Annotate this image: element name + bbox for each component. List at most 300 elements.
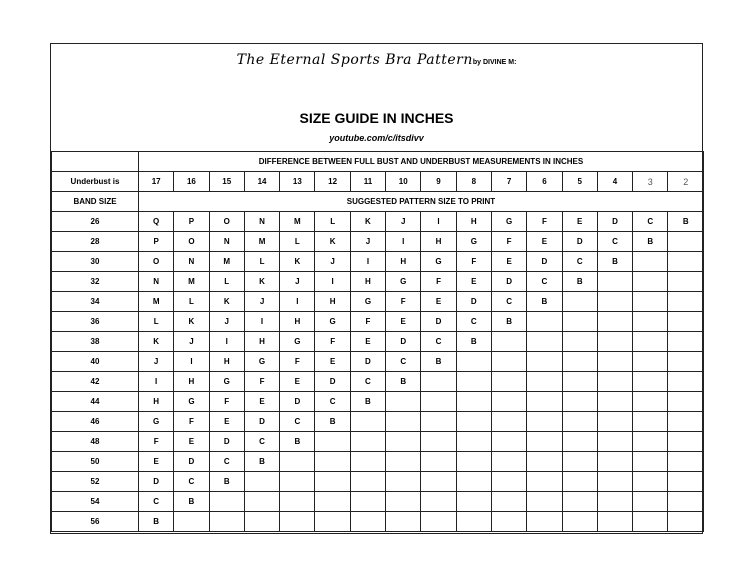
pattern-size-cell: B [456,332,491,352]
pattern-size-cell [315,512,350,532]
pattern-size-cell [386,472,421,492]
difference-cell: 14 [244,172,279,192]
pattern-size-cell: I [139,372,174,392]
pattern-size-cell [421,472,456,492]
pattern-size-cell: H [280,312,315,332]
pattern-size-cell: D [139,472,174,492]
pattern-size-cell: N [139,272,174,292]
pattern-size-cell: D [421,312,456,332]
pattern-size-cell [668,272,704,292]
pattern-size-cell [350,452,385,472]
pattern-size-cell [597,352,632,372]
pattern-size-cell [244,472,279,492]
pattern-size-cell: D [280,392,315,412]
difference-cell: 17 [139,172,174,192]
pattern-size-cell [527,352,562,372]
pattern-size-cell [527,332,562,352]
pattern-size-cell: K [209,292,244,312]
pattern-size-cell: B [244,452,279,472]
pattern-size-cell: D [527,252,562,272]
pattern-size-cell [562,332,597,352]
pattern-size-cell [633,512,668,532]
table-row [52,412,704,432]
pattern-size-cell [668,412,704,432]
pattern-size-cell [421,392,456,412]
pattern-size-cell [668,332,704,352]
pattern-size-cell [386,432,421,452]
pattern-size-cell [633,432,668,452]
pattern-size-cell: G [244,352,279,372]
pattern-size-cell [597,292,632,312]
pattern-size-cell: C [350,372,385,392]
difference-cell: 16 [174,172,209,192]
pattern-size-cell: I [315,272,350,292]
size-table [51,151,704,532]
pattern-size-cell: M [244,232,279,252]
pattern-size-cell [668,372,704,392]
band-size-cell: 42 [52,372,139,392]
pattern-size-cell [386,512,421,532]
pattern-size-cell: L [139,312,174,332]
pattern-size-cell [527,432,562,452]
difference-cell: 6 [527,172,562,192]
pattern-size-cell: B [139,512,174,532]
pattern-size-cell [491,512,526,532]
pattern-size-cell: J [244,292,279,312]
pattern-size-cell [633,372,668,392]
pattern-size-cell [244,512,279,532]
difference-cell: 3 [633,172,668,192]
pattern-size-cell: D [350,352,385,372]
pattern-size-cell: H [244,332,279,352]
page-title [51,52,702,68]
table-row [52,332,704,352]
pattern-size-cell [597,472,632,492]
pattern-size-cell [527,392,562,412]
difference-cell: 13 [280,172,315,192]
pattern-size-cell: E [527,232,562,252]
pattern-size-cell: E [139,452,174,472]
pattern-size-cell [562,352,597,372]
suggested-heading: SUGGESTED PATTERN SIZE TO PRINT [139,192,704,212]
pattern-size-cell [350,432,385,452]
table-row [52,352,704,372]
pattern-size-cell: L [209,272,244,292]
difference-cell: 2 [668,172,704,192]
pattern-size-cell [633,392,668,412]
pattern-size-cell: H [209,352,244,372]
pattern-size-cell [562,412,597,432]
pattern-size-cell: B [527,292,562,312]
pattern-size-cell: F [315,332,350,352]
pattern-size-cell: B [280,432,315,452]
pattern-size-cell: J [386,212,421,232]
pattern-size-cell: N [244,212,279,232]
table-row [52,392,704,412]
pattern-size-cell: F [280,352,315,372]
pattern-size-cell: O [209,212,244,232]
pattern-size-cell: I [421,212,456,232]
pattern-size-cell: F [421,272,456,292]
pattern-size-cell [209,492,244,512]
pattern-size-cell [491,352,526,372]
pattern-size-cell [456,512,491,532]
pattern-size-cell [315,432,350,452]
pattern-size-cell [491,412,526,432]
pattern-size-cell: B [315,412,350,432]
pattern-size-cell [174,512,209,532]
pattern-size-cell: K [315,232,350,252]
band-size-cell: 38 [52,332,139,352]
pattern-size-cell [456,492,491,512]
pattern-size-cell [456,372,491,392]
pattern-size-cell [597,372,632,392]
table-row [52,212,704,232]
pattern-size-cell [491,452,526,472]
pattern-size-cell [421,432,456,452]
table-row [52,472,704,492]
pattern-size-cell: P [139,232,174,252]
pattern-size-cell [421,492,456,512]
pattern-size-cell: J [350,232,385,252]
pattern-size-cell: C [315,392,350,412]
pattern-size-cell [527,472,562,492]
pattern-size-cell: O [174,232,209,252]
table-row [52,432,704,452]
pattern-size-cell: C [244,432,279,452]
pattern-size-cell [668,352,704,372]
pattern-size-cell [491,432,526,452]
pattern-size-cell [386,492,421,512]
pattern-size-cell [633,332,668,352]
pattern-size-cell: C [386,352,421,372]
pattern-size-cell: D [386,332,421,352]
pattern-size-cell [597,432,632,452]
pattern-size-cell: G [456,232,491,252]
pattern-size-cell: J [280,272,315,292]
band-size-cell: 52 [52,472,139,492]
pattern-size-cell: F [244,372,279,392]
pattern-size-cell: C [139,492,174,512]
table-row [52,452,704,472]
band-size-cell: 44 [52,392,139,412]
pattern-size-cell [668,232,704,252]
pattern-size-cell: K [174,312,209,332]
pattern-size-cell: G [280,332,315,352]
difference-cell: 8 [456,172,491,192]
pattern-size-cell [386,412,421,432]
byline: by DIVINE M: [472,59,517,66]
band-size-cell: 30 [52,252,139,272]
pattern-size-cell: H [350,272,385,292]
pattern-size-cell [280,512,315,532]
band-size-cell: 34 [52,292,139,312]
pattern-size-cell: D [562,232,597,252]
pattern-size-cell: C [491,292,526,312]
pattern-size-cell [562,472,597,492]
pattern-size-cell [527,452,562,472]
size-guide-sheet [50,43,703,534]
pattern-size-cell: B [491,312,526,332]
pattern-size-cell: B [350,392,385,412]
table-row [52,232,704,252]
difference-cell: 9 [421,172,456,192]
pattern-size-cell: C [527,272,562,292]
youtube-url: youtube.com/c/itsdivv [329,133,424,143]
pattern-size-cell: E [386,312,421,332]
difference-cell: 7 [491,172,526,192]
pattern-size-cell [456,452,491,472]
pattern-size-cell [562,392,597,412]
pattern-size-cell [633,292,668,312]
band-size-cell: 54 [52,492,139,512]
pattern-size-cell [456,412,491,432]
pattern-size-cell [597,412,632,432]
pattern-size-cell: F [350,312,385,332]
pattern-size-cell: F [174,412,209,432]
pattern-size-cell: M [280,212,315,232]
band-size-cell: 26 [52,212,139,232]
pattern-size-cell: B [386,372,421,392]
pattern-size-cell: G [315,312,350,332]
pattern-size-cell: H [386,252,421,272]
pattern-size-cell: C [209,452,244,472]
pattern-size-cell: C [597,232,632,252]
band-size-cell: 32 [52,272,139,292]
pattern-size-cell [527,412,562,432]
pattern-size-cell [386,452,421,472]
pattern-size-cell: E [421,292,456,312]
pattern-size-cell: I [386,232,421,252]
pattern-size-cell [668,492,704,512]
pattern-size-cell: I [174,352,209,372]
difference-heading-row [52,152,704,172]
difference-values-row [52,172,704,192]
pattern-size-cell: F [527,212,562,232]
pattern-size-cell [491,372,526,392]
pattern-size-cell: F [456,252,491,272]
pattern-size-cell [456,352,491,372]
pattern-size-cell: B [562,272,597,292]
band-size-cell: 56 [52,512,139,532]
pattern-size-cell: H [315,292,350,312]
band-size-cell: 28 [52,232,139,252]
pattern-size-cell: G [491,212,526,232]
pattern-size-cell [597,332,632,352]
pattern-size-cell: L [315,212,350,232]
pattern-size-cell: J [139,352,174,372]
pattern-size-cell: L [174,292,209,312]
pattern-size-cell [491,472,526,492]
pattern-size-cell [668,512,704,532]
pattern-size-cell: D [244,412,279,432]
pattern-size-cell [597,392,632,412]
pattern-size-cell: G [139,412,174,432]
pattern-size-cell: E [209,412,244,432]
pattern-size-cell [597,312,632,332]
pattern-size-cell [244,492,279,512]
pattern-size-cell: E [315,352,350,372]
pattern-size-cell [421,452,456,472]
pattern-size-cell [350,512,385,532]
pattern-size-cell: H [456,212,491,232]
pattern-size-cell [527,372,562,392]
pattern-size-cell: N [209,232,244,252]
pattern-size-cell [633,252,668,272]
pattern-size-cell [562,372,597,392]
pattern-size-cell: M [139,292,174,312]
pattern-size-cell [562,492,597,512]
pattern-size-cell [668,472,704,492]
pattern-size-cell: C [562,252,597,272]
pattern-size-cell: E [244,392,279,412]
pattern-size-cell: E [562,212,597,232]
pattern-size-cell [633,272,668,292]
pattern-size-cell: H [139,392,174,412]
pattern-size-cell: D [174,452,209,472]
difference-cell: 12 [315,172,350,192]
pattern-size-cell: E [174,432,209,452]
pattern-size-cell [633,312,668,332]
band-size-cell: 40 [52,352,139,372]
subtitle: SIZE GUIDE IN INCHES [299,110,454,126]
difference-cell: 11 [350,172,385,192]
pattern-size-cell: H [174,372,209,392]
pattern-size-cell: I [244,312,279,332]
pattern-size-cell: F [386,292,421,312]
underbust-label: Underbust is [52,172,139,192]
pattern-size-cell: L [244,252,279,272]
pattern-size-cell: I [280,292,315,312]
corner-cell [52,152,139,172]
table-row [52,372,704,392]
pattern-size-cell: O [139,252,174,272]
pattern-size-cell [421,512,456,532]
pattern-size-cell: G [421,252,456,272]
pattern-size-cell [350,492,385,512]
pattern-size-cell [668,452,704,472]
pattern-size-cell: C [456,312,491,332]
difference-cell: 15 [209,172,244,192]
pattern-size-cell: G [209,372,244,392]
pattern-size-cell: J [209,312,244,332]
pattern-size-cell [668,432,704,452]
pattern-size-cell: L [280,232,315,252]
pattern-size-cell: E [280,372,315,392]
pattern-size-cell [315,452,350,472]
pattern-size-cell: F [139,432,174,452]
pattern-size-cell: C [421,332,456,352]
pattern-size-cell: B [209,472,244,492]
pattern-size-cell [562,432,597,452]
band-size-cell: 48 [52,432,139,452]
pattern-size-cell: D [209,432,244,452]
pattern-size-cell [491,492,526,512]
pattern-size-cell [633,492,668,512]
pattern-size-cell [562,292,597,312]
pattern-size-cell [456,472,491,492]
pattern-size-cell [668,312,704,332]
table-row [52,312,704,332]
pattern-size-cell [280,452,315,472]
pattern-size-cell: E [456,272,491,292]
table-row [52,252,704,272]
pattern-size-cell: D [315,372,350,392]
pattern-size-cell: F [491,232,526,252]
pattern-size-cell [280,472,315,492]
pattern-size-cell: D [456,292,491,312]
pattern-size-cell: K [244,272,279,292]
pattern-size-cell [597,272,632,292]
pattern-size-cell: E [491,252,526,272]
title-text: The Eternal Sports Bra Pattern [236,52,473,68]
pattern-size-cell [633,352,668,372]
pattern-size-cell: B [668,212,704,232]
pattern-size-cell: D [597,212,632,232]
pattern-size-cell: M [174,272,209,292]
pattern-size-cell: C [174,472,209,492]
table-row [52,492,704,512]
pattern-size-cell [456,432,491,452]
pattern-size-cell [633,452,668,472]
pattern-size-cell: D [491,272,526,292]
pattern-size-cell: H [421,232,456,252]
table-row [52,512,704,532]
pattern-size-cell: J [315,252,350,272]
pattern-size-cell [668,392,704,412]
pattern-size-cell [421,412,456,432]
pattern-size-cell: B [174,492,209,512]
pattern-size-cell [527,312,562,332]
pattern-size-cell [456,392,491,412]
pattern-size-cell [421,372,456,392]
pattern-size-cell [527,492,562,512]
pattern-size-cell [668,292,704,312]
pattern-size-cell [350,412,385,432]
pattern-size-cell: Q [139,212,174,232]
pattern-size-cell [209,512,244,532]
pattern-size-cell: K [139,332,174,352]
pattern-size-cell: G [350,292,385,312]
pattern-size-cell: N [174,252,209,272]
pattern-size-cell [597,452,632,472]
pattern-size-cell [386,392,421,412]
band-size-cell: 46 [52,412,139,432]
pattern-size-cell [562,452,597,472]
pattern-size-cell: F [209,392,244,412]
pattern-size-cell: I [209,332,244,352]
difference-cell: 10 [386,172,421,192]
pattern-size-cell: C [280,412,315,432]
pattern-size-cell [562,312,597,332]
suggested-heading-row [52,192,704,212]
pattern-size-cell [280,492,315,512]
pattern-size-cell [562,512,597,532]
pattern-size-cell: B [633,232,668,252]
pattern-size-cell: B [597,252,632,272]
pattern-size-cell: J [174,332,209,352]
pattern-size-cell [633,472,668,492]
pattern-size-cell: B [421,352,456,372]
pattern-size-cell [527,512,562,532]
pattern-size-cell [668,252,704,272]
band-size-label: BAND SIZE [52,192,139,212]
pattern-size-cell: E [350,332,385,352]
pattern-size-cell: I [350,252,385,272]
pattern-size-cell [350,472,385,492]
pattern-size-cell [633,412,668,432]
pattern-size-cell: M [209,252,244,272]
